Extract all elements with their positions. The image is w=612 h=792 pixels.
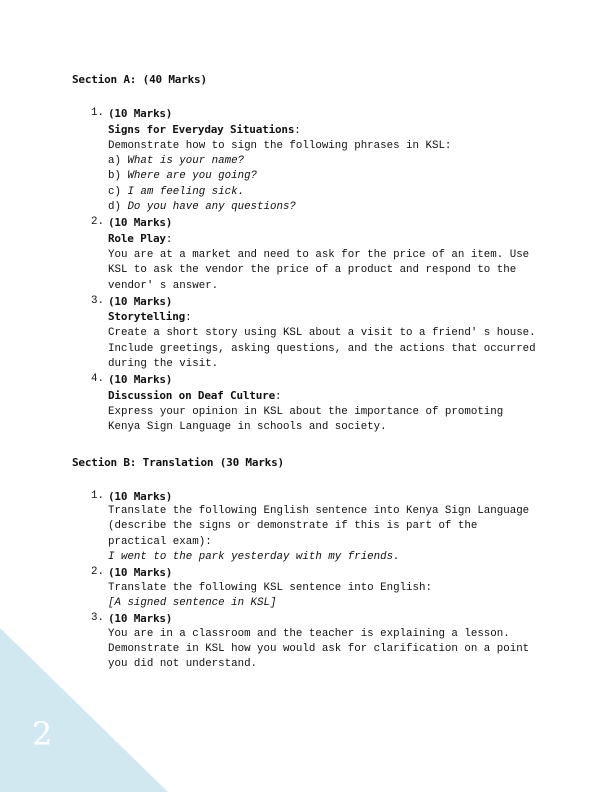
question-b2 [72,565,552,611]
title-colon: : [185,312,192,325]
question-text: practical exam): [108,535,212,548]
sub-item-a: a) What is your name? [108,155,245,168]
section-b-questions [72,489,552,673]
question-number: 4. [91,373,104,386]
question-text: You are in a classroom and the teacher is explaining a lesson. [108,627,510,640]
question-title: Role Play [108,231,166,245]
question-text: you did not understand. [108,658,258,671]
question-a3 [72,294,552,372]
question-text: You are at a market and need to ask for the price of an item. Use [108,248,530,261]
question-title: Discussion on Deaf Culture [108,388,275,402]
question-text: Create a short story using KSL about a visit to a friend' s house. [108,327,536,340]
phrase-text: What is your name? [127,155,245,168]
question-number: 3. [91,294,104,307]
sub-item-c: c) I am feeling sick. [108,185,245,198]
question-marks: (10 Marks) [108,489,173,503]
section-a-heading: Section A: (40 Marks) [72,73,207,86]
question-a4 [72,372,552,435]
question-marks: (10 Marks) [108,566,173,580]
section-a [72,72,552,436]
question-text: Demonstrate how to sign the following phrases in KSL: [108,139,452,152]
question-a2 [72,215,552,293]
question-title: Storytelling [108,310,186,324]
section-a-questions [72,106,552,435]
sub-item-b: b) Where are you going? [108,170,258,183]
question-marks: (10 Marks) [108,373,173,387]
question-marks: (10 Marks) [108,294,173,308]
section-b-heading: Section B: Translation (30 Marks) [72,455,284,469]
title-colon: : [165,233,173,246]
question-title: Signs for Everyday Situations [108,122,295,136]
sentence-to-translate: I went to the park yesterday with my friends. [108,551,400,564]
question-b1 [72,489,552,565]
question-number: 2. [91,216,104,229]
phrase-text: I am feeling sick. [127,185,245,198]
page-number: 2 [32,715,53,753]
title-colon: : [275,390,282,403]
question-number: 1. [91,107,104,120]
question-text: Express your opinion in KSL about the importance of promoting [108,405,504,418]
sub-item-d: d) Do you have any questions? [108,201,296,214]
question-text: Translate the following KSL sentence into English: [108,581,432,594]
exam-content [72,72,552,672]
title-colon: : [294,124,301,137]
question-text: (describe the signs or demonstrate if this is part of the [108,520,478,533]
question-marks: (10 Marks) [108,107,173,121]
question-number: 1. [91,489,104,502]
question-a1 [72,106,552,215]
sentence-to-translate: [A signed sentence in KSL] [108,596,277,609]
question-text: Include greetings, asking questions, and the actions that occurred [108,342,536,355]
phrase-text: Where are you going? [127,170,258,183]
question-marks: (10 Marks) [108,216,173,230]
question-text: Demonstrate in KSL how you would ask for clarification on a point [108,642,530,655]
question-text: KSL to ask the vendor the price of a product and respond to the [108,264,517,277]
phrase-text: Do you have any questions? [127,201,296,214]
question-text: Translate the following English sentence into Kenya Sign Language [108,505,530,518]
question-text: Kenya Sign Language in schools and society. [108,421,387,434]
question-b3 [72,611,552,672]
question-text: vendor' s answer. [108,279,219,292]
question-marks: (10 Marks) [108,612,173,626]
question-number: 2. [91,566,104,579]
question-text: during the visit. [108,358,219,371]
section-b [72,455,552,673]
question-number: 3. [91,612,104,625]
